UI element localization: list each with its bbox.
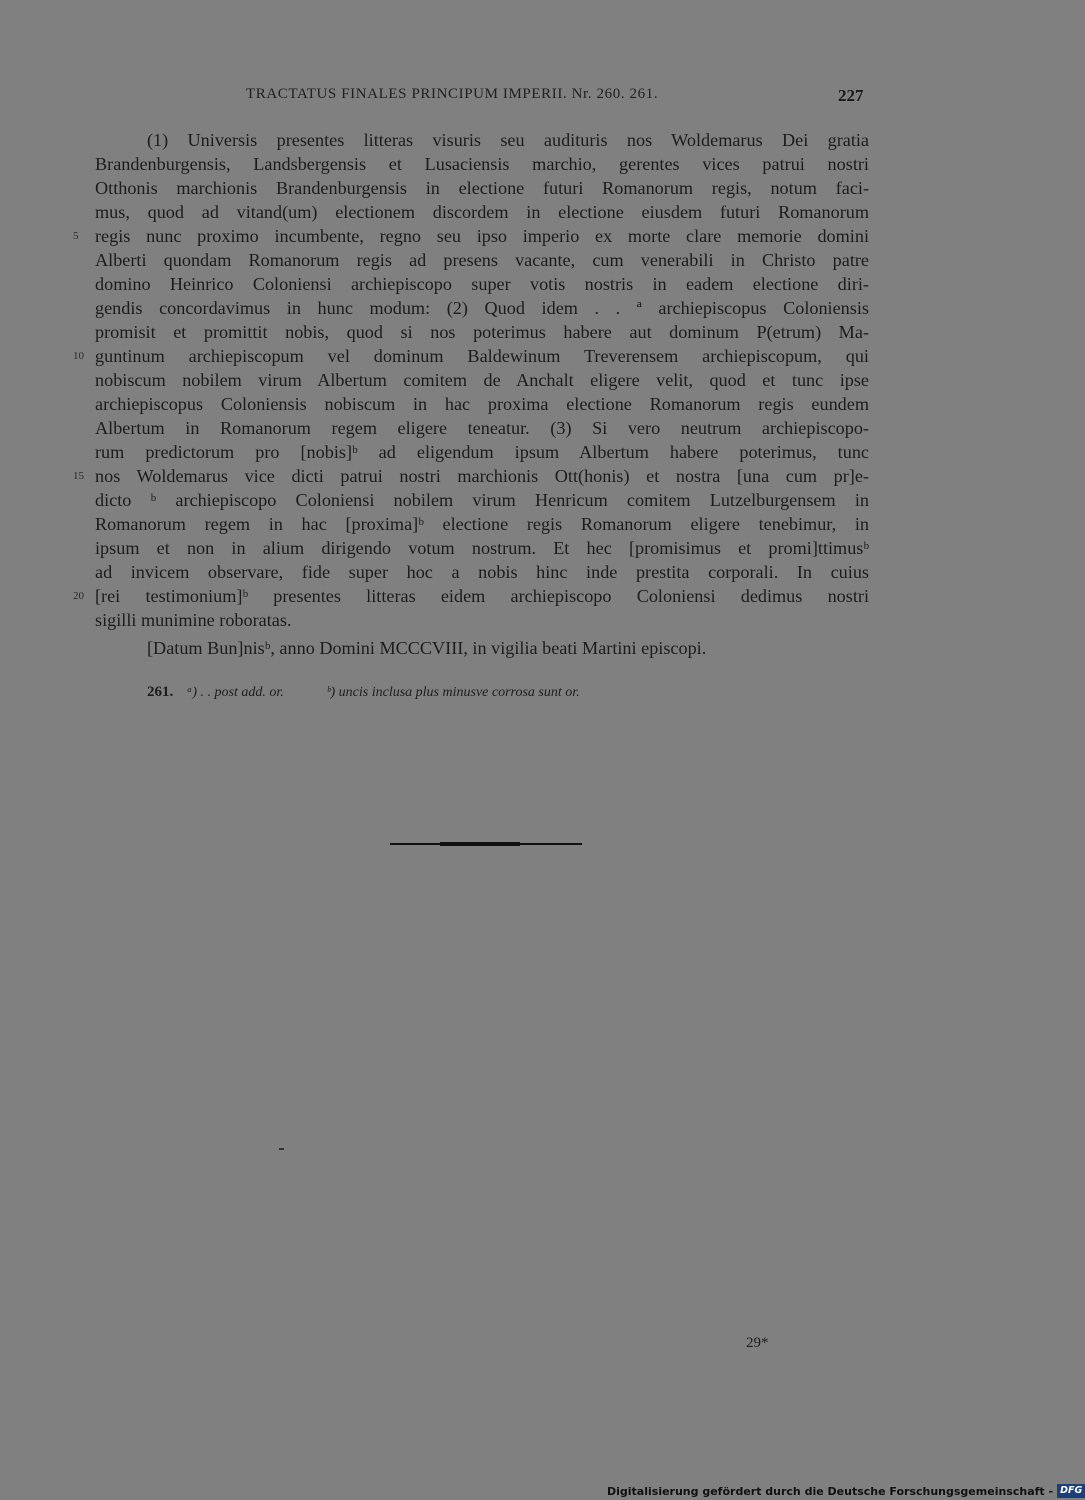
text-line: mus, quod ad vitand(um) electionem discordem in electione eiusdem futuri Romanorum (95, 202, 869, 222)
page-number: 227 (838, 86, 864, 105)
text-line: regis nunc proximo incumbente, regno seu ipso imperio ex morte clare memorie domini (95, 226, 869, 246)
text-line: nos Woldemarus vice dicti patrui nostri marchionis Ott(honis) et nostra [una cum pr]e- (95, 466, 869, 486)
text-line: Alberti quondam Romanorum regis ad presens vacante, cum venerabili in Christo patre (95, 250, 869, 270)
text-line: promisit et promittit nobis, quod si nos poterimus habere aut dominum P(etrum) Ma- (95, 322, 869, 342)
text-line: Albertum in Romanorum regem eligere teneatur. (3) Si vero neutrum archiepiscopo- (95, 418, 869, 438)
text-line: [Datum Bun]nisᵇ, anno Domini MCCCVIII, in vigilia beati Martini episcopi. (147, 638, 707, 658)
text-line: guntinum archiepiscopum vel dominum Baldewinum Treverensem archiepiscopum, qui (95, 346, 869, 366)
line-number: 15 (73, 470, 84, 482)
dfg-footer (607, 1483, 1085, 1499)
text-line: [rei testimonium]ᵇ presentes litteras eidem archiepiscopo Coloniensi dedimus nostri (95, 586, 869, 606)
footnotes (147, 684, 580, 701)
text-line: archiepiscopus Coloniensis nobiscum in hac proxima electione Romanorum regis eundem (95, 394, 869, 414)
text-line: sigilli munimine roboratas. (95, 610, 292, 630)
footnote-b: ᵇ) uncis inclusa plus minusve corrosa sunt or. (326, 685, 580, 700)
text-line: dicto ᵇ archiepiscopo Coloniensi nobilem virum Henricum comitem Lutzelburgensem in (95, 490, 869, 510)
text-line: gendis concordavimus in hunc modum: (2) Quod idem . . ª archiepiscopus Coloniensis (95, 298, 869, 318)
text-line: nobiscum nobilem virum Albertum comitem de Anchalt eligere velit, quod et tunc ipse (95, 370, 869, 390)
text-line: ad invicem observare, fide super hoc a nobis hinc inde prestita corporali. In cuius (95, 562, 869, 582)
footnote-a: ᵃ) . . post add. or. (186, 685, 284, 700)
running-head: TRACTATUS FINALES PRINCIPUM IMPERII. Nr. 260. 261. (246, 86, 659, 102)
text-line: ipsum et non in alium dirigendo votum nostrum. Et hec [promisimus et promi]ttimusᵇ (95, 538, 869, 558)
text-line: Brandenburgensis, Landsbergensis et Lusaciensis marchio, gerentes vices patrui nostri (95, 154, 869, 174)
text-line: rum predictorum pro [nobis]ᵇ ad eligendum ipsum Albertum habere poterimus, tunc (95, 442, 869, 462)
text-line: (1) Universis presentes litteras visuris seu audituris nos Woldemarus Dei gratia (147, 130, 869, 150)
text-line: Otthonis marchionis Brandenburgensis in electione futuri Romanorum regis, notum faci- (95, 178, 869, 198)
dfg-logo-icon: DFG (1057, 1484, 1085, 1498)
line-number: 20 (73, 590, 84, 602)
line-number: 10 (73, 350, 84, 362)
line-number: 5 (73, 230, 79, 242)
stray-mark (279, 1148, 284, 1150)
text-line: domino Heinrico Coloniensi archiepiscopo super votis nostris in eadem electione diri- (95, 274, 869, 294)
signature-mark: 29* (746, 1335, 769, 1351)
separator-rule-center (440, 842, 520, 846)
footnote-number: 261. (147, 684, 174, 700)
text-line: Romanorum regem in hac [proxima]ᵇ electione regis Romanorum eligere tenebimur, in (95, 514, 869, 534)
dfg-credit: Digitalisierung gefördert durch die Deutsche Forschungsgemeinschaft - (607, 1484, 1054, 1498)
